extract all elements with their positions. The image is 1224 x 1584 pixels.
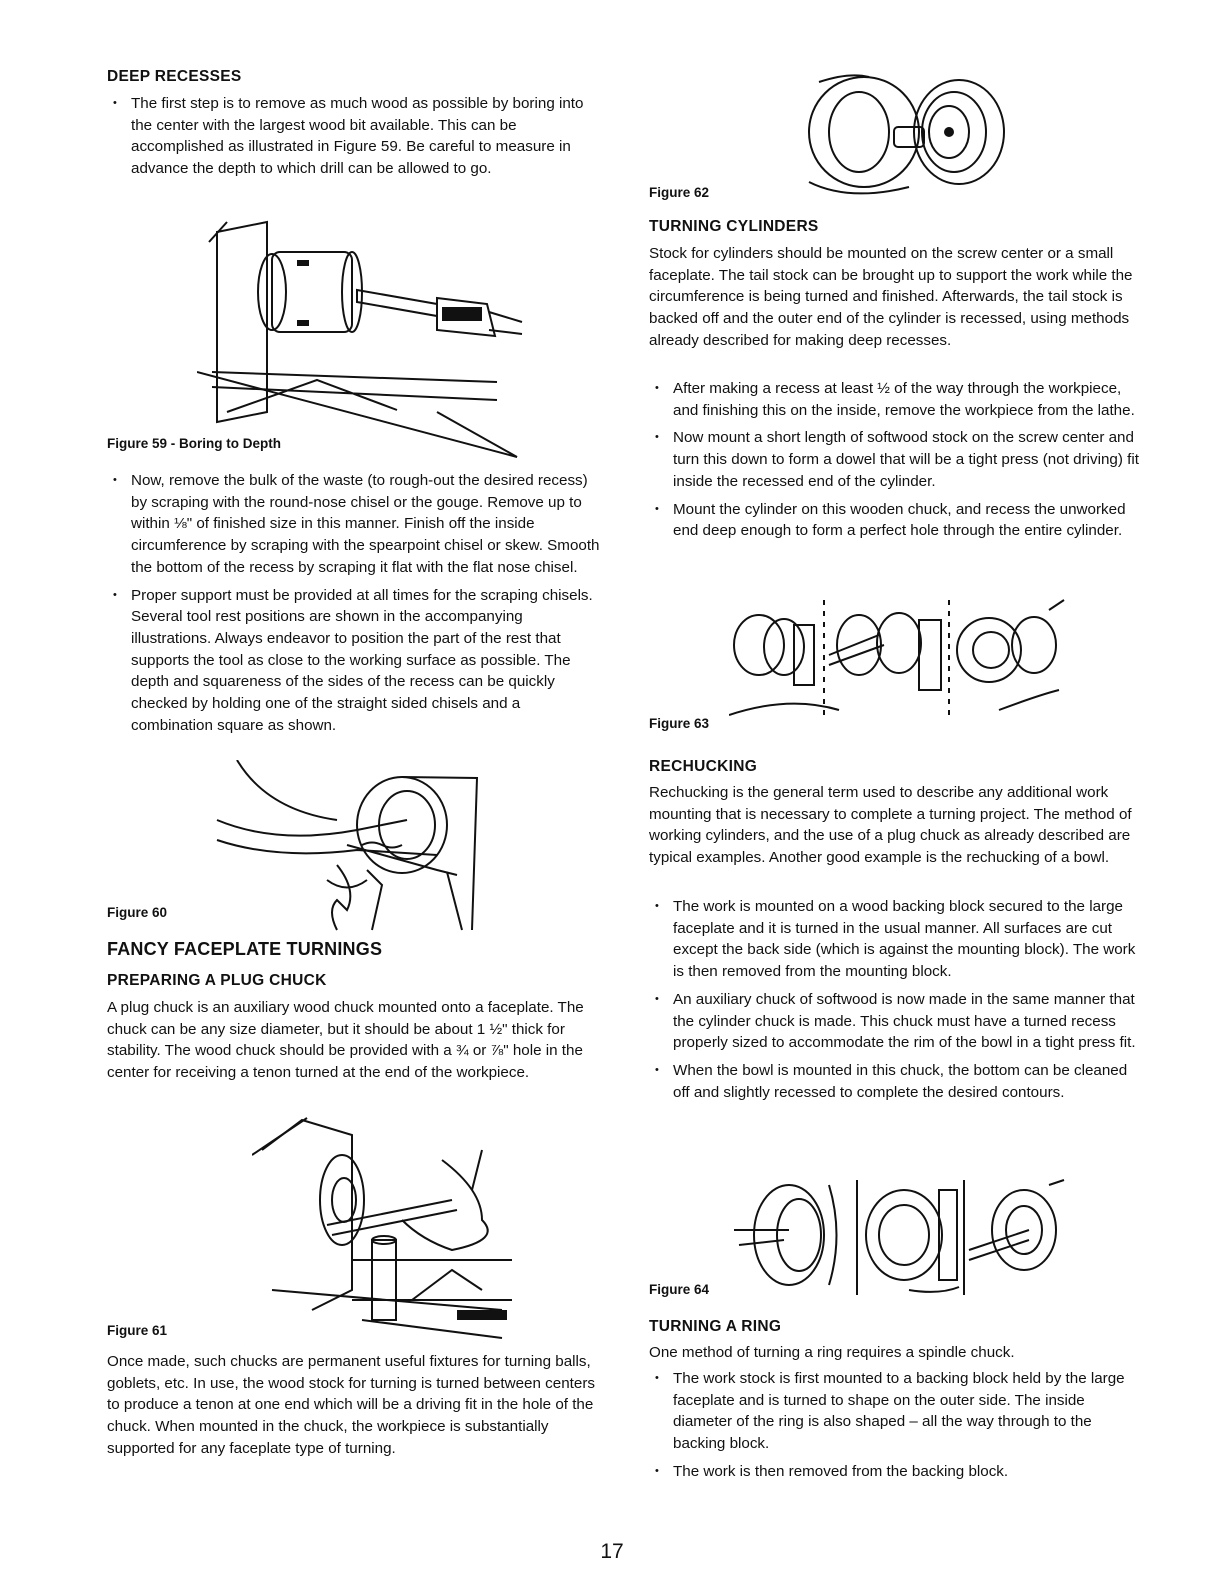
figure-64-illustration <box>729 1175 1069 1300</box>
list-item: • An auxiliary chuck of softwood is now made in the same manner that the cylinder chuck is made. This chuck must have a turned recess properly sized to accommodate the rim of the bowl in a tight press fit. <box>649 989 1143 1054</box>
rechucking-text: Rechucking is the general term used to describe any additional work mounting that is necessary to complete a turning project. The method of working cylinders, and the use of a plug chuck as already described are typical examples. Another good example is the rechucking of a bowl. <box>649 784 1132 867</box>
list-item: • When the bowl is mounted in this chuck, the bottom can be cleaned off and slightly recessed to complete the desired contours. <box>649 1060 1143 1103</box>
figure-59-illustration <box>197 212 527 462</box>
page-number: 17 <box>600 1540 624 1563</box>
figure-62-illustration <box>789 72 1019 202</box>
once-made-text: Once made, such chucks are permanent useful fixtures for turning balls, goblets, etc. In use, the wood stock for turning is turned between centers to produce a tenon at one end which will be a driving fit in the hole of the chuck. When mounted in the chuck, the workpiece is substantially supported for any faceplate type of turning. <box>107 1353 595 1457</box>
turning-a-ring-text: One method of turning a ring requires a spindle chuck. <box>649 1344 1015 1361</box>
deep-recesses-steps-list <box>107 470 601 742</box>
turning-cylinders-heading: TURNING CYLINDERS <box>649 218 819 235</box>
figure-60-caption: Figure 60 <box>107 905 168 920</box>
list-item: • The first step is to remove as much wood as possible by boring into the center with the largest wood bit available. This can be accomplished as illustrated in Figure 59. Be careful to measure in advance the depth to which drill can be allowed to go. <box>107 93 601 180</box>
figure-62-caption: Figure 62 <box>649 185 710 200</box>
turning-cylinders-text: Stock for cylinders should be mounted on the screw center or a small faceplate. The tail stock can be brought up to support the work while the circumference is being turned and finished. Afterwards, the tail stock is backed off and the outer end of the cylinder is recessed, using methods already described for making deep recesses. <box>649 245 1133 349</box>
figure-63-caption: Figure 63 <box>649 716 710 731</box>
deep-recesses-heading: DEEP RECESSES <box>107 68 242 85</box>
figure-61-caption: Figure 61 <box>107 1323 168 1338</box>
fancy-faceplate-heading: FANCY FACEPLATE TURNINGS <box>107 939 383 959</box>
list-item: • After making a recess at least ½ of the way through the workpiece, and finishing this on the inside, remove the workpiece from the lathe. <box>649 378 1143 421</box>
figure-61-illustration <box>252 1110 512 1340</box>
plug-chuck-text: A plug chuck is an auxiliary wood chuck mounted onto a faceplate. The chuck can be any size diameter, but it should be about 1 ½" thick for stability. The wood chuck should be provided with a ¾ or ⅞" hole in the center for receiving a tenon turned at the end of the workpiece. <box>107 999 584 1082</box>
figure-60-illustration <box>207 760 497 935</box>
figure-64-caption: Figure 64 <box>649 1282 710 1297</box>
list-item: • The work is mounted on a wood backing block secured to the large faceplate and it is turned in the usual manner. All surfaces are cut except the back side (which is against the mounting block). The work is then removed from the mounting block. <box>649 896 1143 983</box>
turning-a-ring-heading: TURNING A RING <box>649 1318 782 1335</box>
list-item: • The work stock is first mounted to a backing block held by the large faceplate and is turned to shape on the outer side. The inside diameter of the ring is also shaped – all the way through to the backing block. <box>649 1368 1143 1455</box>
rechucking-heading: RECHUCKING <box>649 758 758 775</box>
rechucking-list <box>649 896 1143 1109</box>
list-item: • Proper support must be provided at all times for the scraping chisels. Several tool rest positions are shown in the accompanying illustrations. Always endeavor to position the part of the rest that supports the tool as close to the working surface as possible. The depth and squareness of the sides of the recess can be quickly checked by holding one of the straight sided chisels and a combination square as shown. <box>107 585 601 737</box>
deep-recesses-list <box>107 93 601 186</box>
turning-cylinders-list <box>649 378 1143 548</box>
list-item: • The work is then removed from the backing block. <box>649 1461 1143 1483</box>
plug-chuck-heading: PREPARING A PLUG CHUCK <box>107 972 327 989</box>
turning-a-ring-list <box>649 1368 1143 1489</box>
list-item: • Now mount a short length of softwood stock on the screw center and turn this down to form a dowel that will be a tight press (not driving) fit inside the recessed end of the cylinder. <box>649 427 1143 492</box>
figure-63-illustration <box>729 595 1069 725</box>
list-item: • Mount the cylinder on this wooden chuck, and recess the unworked end deep enough to form a perfect hole through the entire cylinder. <box>649 499 1143 542</box>
figure-59-caption: Figure 59 - Boring to Depth <box>107 436 281 451</box>
list-item: • Now, remove the bulk of the waste (to rough-out the desired recess) by scraping with the round-nose chisel or the gouge. Remove up to within ⅛" of finished size in this manner. Finish off the inside circumference by scraping with the spearpoint chisel or skew. Smooth the bottom of the recess by scraping it flat with the flat nose chisel. <box>107 470 601 579</box>
